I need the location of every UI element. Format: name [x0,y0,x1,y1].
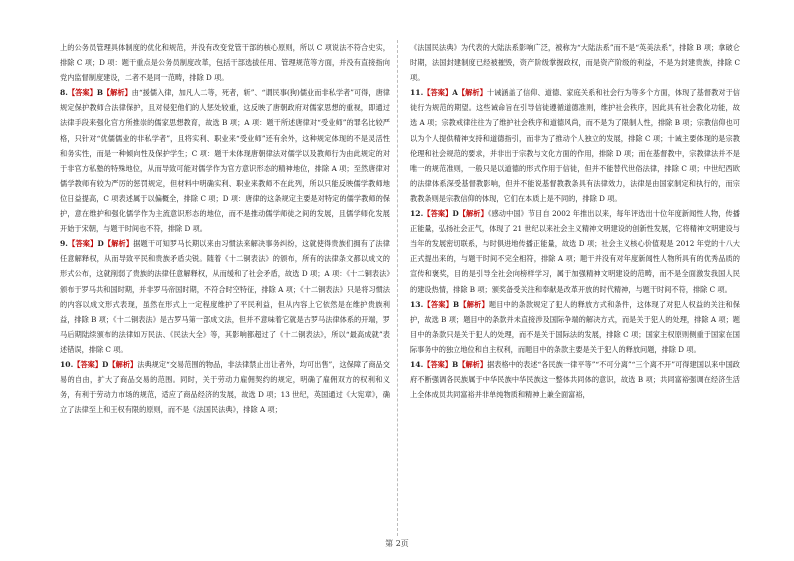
left-column [60,40,390,417]
analysis-label: 【解析】 [459,299,489,309]
answer-choice: B [452,359,459,369]
analysis-text: 据题干可知罗马长期以来由习惯法来解决事务纠纷，这就使得贵族们拥有了法律任意解释权，从而导致平民和贵族矛盾尖锐。随着《十二铜表法》的颁布，所有的法律条文都以成文的形式公布，这就削弱了贵族的法律任意解释权，从而缓和了社会矛盾，故选 D 项；A 项：《十二铜表法》颁布于罗马共和国时期，并非罗马帝国时期，不符合时空特征，排除 A 项；《十二铜表法》只是将习惯法的内容以成文形式表现，虽然在形式上一定程度维护了平民利益，但从内容上它依然是在维护贵族利益，排除 B 项；《十二铜表法》是古罗马第一部成文法，但并不意味着它就是古罗马法律体系的开端，罗马后期陆续颁布的法律如万民法、《民法大全》等，其影响都超过了《十二铜表法》，所以“最高成就”表述错误，排除 C 项。 [60,239,390,354]
page-number: 第 2页 [385,539,409,548]
analysis-text: 据表格中的表述“各民族一律平等”“不可分离”“三个离不开”可得建国以来中国政府不断强调各民族属于中华民族中华民族这一整体共同体的意识，故选 B 项；共同富裕强调在经济生活上全体成员共同富裕并非单纯物质和精神上兼全面富裕， [410,359,740,400]
answer-bracket-close: 】 [445,299,454,309]
analysis-label: 【解析】 [108,359,138,369]
left-items [60,85,390,417]
right-column [410,40,740,402]
answer-item [60,357,390,417]
answer-bracket-close: 】 [444,359,453,369]
question-number: 10. [60,359,74,369]
analysis-label: 【解析】 [103,239,134,249]
left-intro: 上的公务员管理具体制度的优化和规范，并没有改变党管干部的核心原则，所以 C 项说法不符合史实，排除 C 项；D 项：题干重点是公务员制度改革，包括干部选拔任用、管理规范等方面，并没有直接指向党内监督制度建设，二者不是同一范畴，排除 D 项。 [60,43,390,83]
analysis-text: 法典规定“交易范围的物品，非法律禁止出让者外，均可出售”，这保障了商品交易的自由，扩大了商品交易的范围。同时，关于劳动力雇佣契约的规定，明确了雇佣双方的权利和义务，有利于劳动力市场的规范，适应了商品经济的发展，故选 D 项；13 世纪，英国通过《大宪章》，确立了法律至上和王权有限的原则，而不是《法国民法典》，排除 A 项； [60,359,390,415]
answer-bracket-close: 】 [94,359,103,369]
answer-choice: D [452,209,459,219]
answer-item [60,85,390,236]
answer-choice: D [97,239,104,249]
question-number: 8. [60,88,68,98]
analysis-label: 【解析】 [458,359,488,369]
question-number: 12. [410,209,424,219]
answer-choice: D [102,359,109,369]
answer-label: 答案 [75,239,91,249]
answer-item [60,236,390,357]
answer-item [410,357,740,402]
answer-label: 答案 [75,88,90,98]
answer-item [410,297,740,357]
answer-bracket-close: 】 [445,209,453,219]
right-items [410,85,740,402]
answer-label: 答案 [80,359,95,369]
answer-item [410,85,740,206]
answer-choice: B [453,299,460,309]
answer-bracket-open: 【 [423,209,431,219]
answer-bracket-close: 】 [90,239,98,249]
column-divider [397,40,398,536]
question-number: 11. [410,88,424,98]
analysis-text: 由“援儒入律，加凡人二等，死者，斩”、“谓民事(狗)儒业而非私学者”可得，唐律规定保护教师合法律保护，且对侵犯他们的人惩处较重，这反映了唐朝政府对儒家思想的重视，即通过法律手段来强化官方所推崇的儒家思想教育，故选 B 项；A 项：题干所述唐律对“受业师”的罪名比较严格，只针对“优儒儒业的非私学者”，且将实利、职业来“受业师”还有余外，这种规定体现的不是灵活性和务实性，而是一种倾向性及保护学生；C 项：题干未体现唐朝律法对儒学以及教师行为由此规定的对于非官方私塾的特殊地位，从而导致可能对儒学作为官方意识形态的精神地位，排除 A 项；至然唐律对儒学教师有较为严厉的惩罚规定，但材料中明确实利、职业来教师不在此列，所以只能反映儒学教师地位日益提高，C 项表述属于以偏概全，排除 C 项；D 项：唐律的这条规定主要是对特定的儒学教师的保护，意在维护和强化儒学作为主流意识形态的地位，而不是推动儒学师徒之间的发展，且儒学师化发展开始于宋朝，与题干时间也不符，排除 D 项。 [60,88,390,234]
analysis-text: 题目中的条款规定了犯人的释放方式和条件，这体现了对犯人权益的关注和保护，故选 B 项；题目中的条款并未直接涉及国际争端的解决方式，而是关于犯人的处理，排除 A 项；题目中的条款只是关于犯人的处理，而不是关于国际法的发展，排除 C 项；国家主权原则侧重于国家在国际事务中的独立地位和自主权利，而题目中的条款主要是关于犯人的释放问题，排除 D 项。 [410,299,740,354]
analysis-text: 《感动中国》节目自 2002 年推出以来，每年评选出十位年度新闻性人物，传播正能量，弘扬社会正气，体现了 21 世纪以来社会主义精神文明建设的创新性发展，它将精神文明建设与当年的发展密切联系，与时俱进地传播正能量，故选 D 项；社会主义核心价值观是 2012 年党的十八大正式提出来的，与题干时间不完全相符，排除 A 项；题干并没有对年度新闻性人物所具有的优秀品质的宣传和褒奖，目的是引导全社会向榜样学习，属于加强精神文明建设的范畴，而不是全面激发我国人民的建设热情，排除 B 项；颁奖备受关注和奉献是改革开放的时代精神，与题干时间不符，排除 C 项。 [410,209,740,294]
answer-choice: A [452,88,458,98]
answer-bracket-open: 【 [423,299,431,309]
question-number: 9. [60,239,68,249]
answer-bracket-open: 【 [67,239,76,249]
analysis-label: 【解析】 [102,88,132,98]
answer-bracket-close: 】 [89,88,97,98]
answer-label: 答案 [430,359,445,369]
question-number: 13. [410,299,424,309]
answer-bracket-open: 【 [423,359,431,369]
answer-bracket-close: 】 [445,88,453,98]
analysis-label: 【解析】 [458,209,488,219]
question-number: 14. [410,359,424,369]
answer-bracket-open: 【 [73,359,81,369]
analysis-label: 【解析】 [457,88,487,98]
answer-label: 答案 [430,299,446,309]
answer-choice: B [96,88,103,98]
answer-label: 答案 [430,88,445,98]
answer-bracket-open: 【 [423,88,431,98]
answer-bracket-open: 【 [67,88,76,98]
analysis-text: 十诫涵盖了信仰、道德、家庭关系和社会行为等多个方面，体现了基督教对于信徒行为规范的期望。这些诫命旨在引导信徒遵循道德准则，维护社会秩序，因此具有社会教化功能，故选 A 项；宗教戒律往往为了维护社会秩序和道德风尚，而不是为了限制人性，排除 B 项；宗教信仰也可以为个人提供精神支持和道德指引，而非为了推动个人独立的发展，排除 C 项；十诫主要体现的是宗教伦理和社会规范的要求，并非出于宗教与文化方面的作用，排除 D 项；而在基督教中，宗教律法并不是唯一的规范准则，一般只是以道德的形式作用于信徒，但并不能替代世俗法律，排除 C 项；中世纪西欧的法律体系深受基督教影响，但并不能说基督教教条具有法律效力，法律是由国家制定和执行的，而宗教教条则是宗教信仰的体现，它们在本质上是不同的，排除 D 项。 [410,88,740,203]
answer-label: 答案 [430,209,446,219]
right-intro: 《法国民法典》为代表的大陆法系影响广泛，被称为“大陆法系”而不是“英美法系”，排除 B 项；拿破仑时期，法国封建制度已经被摧毁，资产阶级掌握政权，而是资产阶级的利益，不是为封建贵族，排除 C 项。 [410,43,740,83]
answer-item [410,206,740,297]
